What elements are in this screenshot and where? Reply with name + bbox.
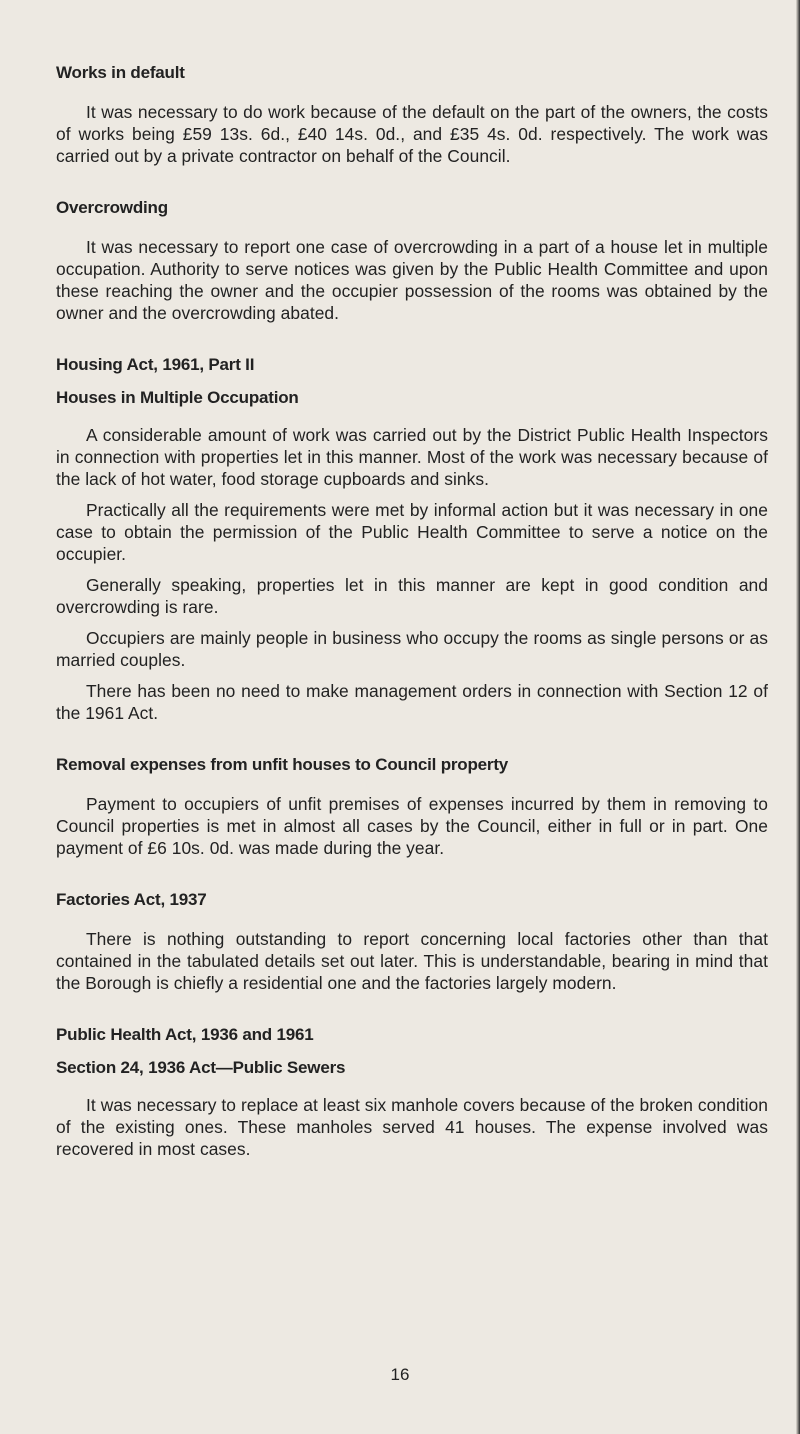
paragraph: It was necessary to report one case of overcrowding in a part of a house let in multiple occupation. Authority to serve notices was given by the Public Health Committee and upon these reaching the owner and the occupier possession of the rooms was obtained by the owner and the overcrowding abated. (56, 237, 768, 323)
section-heading: Overcrowding (56, 198, 168, 217)
section-heading: Factories Act, 1937 (56, 890, 207, 909)
section-subheading: Houses in Multiple Occupation (56, 388, 299, 407)
paragraph: Generally speaking, properties let in this manner are kept in good condition and overcrowding is rare. (56, 575, 768, 617)
paragraph: A considerable amount of work was carried out by the District Public Health Inspectors in connection with properties let in this manner. Most of the work was necessary because of the lack of hot water, food storage cupboards and sinks. (56, 425, 768, 489)
section-heading: Housing Act, 1961, Part II (56, 355, 255, 374)
paragraph: There is nothing outstanding to report concerning local factories other than that contained in the tabulated details set out later. This is understandable, bearing in mind that the Borough is chiefly a residential one and the factories largely modern. (56, 929, 768, 993)
document-page (56, 62, 768, 1169)
section-housing-act (56, 354, 768, 724)
section-works-in-default (56, 62, 768, 167)
paragraph: There has been no need to make management orders in connection with Section 12 of the 1961 Act. (56, 681, 768, 723)
paragraph: Payment to occupiers of unfit premises of expenses incurred by them in removing to Council properties is met in almost all cases by the Council, either in full or in part. One payment of £6 10s. 0d. was made during the year. (56, 794, 768, 858)
section-overcrowding (56, 197, 768, 324)
section-removal-expenses (56, 754, 768, 859)
section-heading: Removal expenses from unfit houses to Council property (56, 755, 509, 774)
page-edge-shadow (796, 0, 800, 1434)
paragraph: It was necessary to replace at least six manhole covers because of the broken condition of the existing ones. These manholes served 41 houses. The expense involved was recovered in most cases. (56, 1095, 768, 1159)
section-public-health-act (56, 1024, 768, 1160)
section-subheading: Section 24, 1936 Act—Public Sewers (56, 1058, 346, 1077)
page-number: 16 (390, 1365, 410, 1384)
paragraph: Practically all the requirements were met by informal action but it was necessary in one case to obtain the permission of the Public Health Committee to serve a notice on the occupier. (56, 500, 768, 564)
section-heading: Public Health Act, 1936 and 1961 (56, 1025, 314, 1044)
section-heading: Works in default (56, 63, 185, 82)
paragraph: It was necessary to do work because of the default on the part of the owners, the costs of works being £59 13s. 6d., £40 14s. 0d., and £35 4s. 0d. respectively. The work was carried out by a private contractor on behalf of the Council. (56, 102, 768, 166)
paragraph: Occupiers are mainly people in business who occupy the rooms as single persons or as married couples. (56, 628, 768, 670)
section-factories-act (56, 889, 768, 994)
